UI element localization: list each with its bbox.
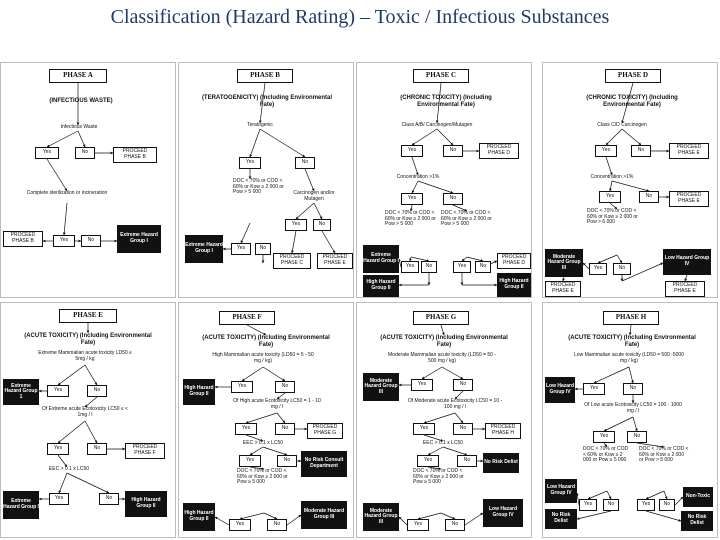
flow-arrow [287,515,301,525]
criteria-list: DOC < 70% or COD < 60% or Kow ≥ 2 000 or Pow > 5 000 [441,210,492,228]
hazard-result: Moderate Hazard Group III [363,373,399,401]
flow-arrow [247,325,266,335]
criteria-list: DOC < 70% or COD < 60% or Kow ≥ 2 000 or Pow > 5 000 [639,446,689,464]
flow-arrow [646,511,681,521]
flow-node: No [443,193,463,205]
criterion-text: Concentration >1% [396,174,440,180]
flow-arrow [292,231,296,253]
flow-arrow [633,417,637,431]
flow-node: Yes [239,455,261,467]
flow-node: Yes [229,519,251,531]
hazard-result: No Risk Delist [483,453,519,473]
hazard-result: Moderate Hazard Group III [363,503,399,531]
hazard-result: Extreme Hazard Group 1 [3,379,39,405]
flow-arrow [412,181,418,193]
flow-node: Yes [411,379,433,391]
flow-arrow [85,421,97,443]
flow-arrow [242,367,263,381]
flow-node: No [453,423,473,435]
flow-node: Yes [35,147,59,159]
hazard-result: High Hazard Group II [183,503,215,531]
phase-heading: PHASE G [413,311,469,325]
flow-node: Yes [637,499,655,511]
criterion-text: Of High acute Ecotoxicity LC50 = 1 - 10 mg / l [233,398,321,410]
flow-arrow [263,367,285,381]
flow-arrow [465,513,483,525]
flow-node: No [255,243,271,255]
criterion-text: Of Low acute Ecotoxicity LC50 = 100 - 1000 mg / l [584,402,682,414]
flow-node: No [275,381,295,393]
flow-arrow [305,169,314,191]
phase-b-panel [178,62,354,298]
hazard-result: High Hazard Group II [363,275,399,297]
phase-subtitle: (CHRONIC TOXICITY) (Including Environmental Fate) [400,95,492,108]
flow-node: Yes [593,431,615,443]
hazard-result: Low Hazard Group IV [545,479,577,503]
hazard-result: No Risk Consult Department [301,451,347,477]
flow-node: PROCEED PHASE D [497,253,531,269]
flow-node: PROCEED PHASE D [479,143,519,159]
flow-node: Yes [49,493,69,505]
flow-arrow [58,365,85,385]
flow-node: No [603,499,619,511]
hazard-result: High Hazard Group II [183,379,215,405]
flow-arrow [622,129,641,145]
flow-arrow [437,129,453,145]
flow-node: Yes [239,157,261,169]
flow-arrow [85,365,97,385]
flow-node: Yes [285,219,307,231]
flow-arrow [577,511,611,519]
hazard-result: Low Hazard Group IV [663,249,711,275]
criterion-text: EEC > 0.1 x LC50 [242,440,284,446]
flow-arrow [594,367,629,383]
flow-node: No [267,519,287,531]
flow-arrow [246,413,277,423]
phase-d-panel [542,62,718,298]
phase-g-panel [356,302,532,538]
flow-node: Yes [595,145,617,157]
flow-arrow [78,131,85,147]
hazard-result: No Risk Delist [545,509,577,529]
criterion-text: Class C/D Carcinogen [597,122,647,128]
flow-arrow [412,157,418,175]
flow-arrow [250,129,260,157]
flow-arrow [629,367,633,383]
flow-arrow [215,517,229,525]
criterion-text: Carcinogen and/or Mutagen [293,190,335,202]
hazard-result: Low Hazard Group IV [545,377,575,403]
phase-subtitle: (ACUTE TOXICITY) (Including Environmental Fate) [568,335,696,348]
flow-arrow [604,417,633,431]
flow-arrow [260,129,305,157]
flow-node: Yes [231,243,251,255]
hazard-result: High Hazard Group II [497,273,531,297]
flow-node: Yes [47,385,69,397]
flow-node: No [453,379,473,391]
flow-node: PROCEED PHASE E [669,143,709,159]
flow-arrow [617,255,622,263]
flow-node: No [87,385,107,397]
criterion-text: Extreme Mammalian acute toxicity LD50 ≤ 5mg / kg [38,350,132,362]
flow-arrow [250,447,263,455]
flow-arrow [606,157,612,175]
flow-node: PROCEED PHASE C [273,253,311,269]
flow-node: PROCEED PHASE E [317,253,353,269]
hazard-result: High Hazard Group II [125,491,167,517]
phase-heading: PHASE B [237,69,293,83]
flow-arrow [59,473,67,493]
flow-arrow [64,203,67,235]
phase-h-panel [542,302,718,538]
hazard-result: Moderate Hazard Group III [545,249,583,277]
phase-subtitle: (ACUTE TOXICITY) (Including Environmental Fate) [380,335,508,348]
phase-f-panel [178,302,354,538]
phase-heading: PHASE H [603,311,659,325]
criterion-text: Moderate Mammalian acute toxicity (LD50 = 50 - 500 mg / kg) [388,352,496,364]
phase-heading: PHASE C [413,69,469,83]
criteria-list: DOC < 70% or COD < 60% or Kow ≥ 2 000 or Pow > 5 000 [385,210,436,228]
flow-node: PROCEED PHASE E [545,281,581,297]
page-title: Classification (Hazard Rating) – Toxic / Infectious Substances [110,6,610,28]
flow-arrow [443,447,467,455]
flow-node: PROCEED PHASE H [485,423,521,439]
phase-heading: PHASE A [49,69,107,83]
criterion-text: Of Extreme acute Ecotoxicity LC50 ≤ < 1mg / l [42,406,128,418]
flow-arrow [399,517,407,525]
flow-arrow [47,131,78,147]
flow-arrow [441,325,444,335]
hazard-result: Extreme Hazard Group I [363,245,399,273]
flow-node: Yes [53,235,75,247]
flow-arrow [630,325,631,335]
flow-node: Yes [235,423,257,435]
flow-node: No [99,493,119,505]
criteria-list: DOC < 70% or COD < 60% or Kow ≥ 2 000 or Pow > 5 000 [233,178,284,196]
phase-heading: PHASE E [59,309,117,323]
phase-subtitle: (ACUTE TOXICITY) (Including Environmental Fate) [24,333,152,346]
flow-arrow [241,223,250,243]
flow-node: No [623,383,643,395]
flow-arrow [646,491,664,499]
hazard-result: Moderate Hazard Group III [301,501,347,529]
flow-arrow [412,129,437,145]
flow-node: No [627,431,647,443]
flow-node: Yes [407,519,429,531]
flow-node: PROCEED PHASE E [665,281,705,297]
flow-node: No [87,443,107,455]
criterion-text: Complete sterilization or incineration [26,190,108,196]
flow-arrow [58,421,85,443]
flow-arrow [296,203,314,219]
flow-node: PROCEED PHASE G [307,423,343,439]
criterion-text: Class A/B/ Carcinogen/Mutagen [401,122,473,128]
flow-node: Yes [401,145,423,157]
flow-arrow [455,413,463,423]
flow-arrow [675,497,683,505]
flow-node: Yes [401,261,419,273]
hazard-result: Extreme Hazard Group I [3,491,39,519]
flow-arrow [314,203,322,219]
phase-subtitle: (TERATOGENICITY) (Including Environmental Fate) [201,95,333,108]
hazard-result: Low Hazard Group IV [483,499,523,527]
flow-arrow [277,413,285,423]
flow-node: PROCEED PHASE F [125,443,165,459]
flow-node: No [75,147,95,159]
flow-node: Yes [579,499,597,511]
flow-node: No [631,145,651,157]
criteria-list: DOC < 70% or COD < 60% or Kow ≥ 2 000 or Pow ≥ 5 000 [583,446,629,464]
flow-node: No [443,145,463,157]
phase-heading: PHASE F [219,311,275,325]
flow-node: No [639,191,659,203]
flow-arrow [428,447,443,455]
flow-node: PROCEED PHASE B [3,231,43,247]
criteria-list: DOC < 70% or COD < 60% or Kow ≥ 2 000 or Pow > 6 000 [587,208,638,226]
hazard-result: Non-Toxic [683,487,713,507]
criterion-text: Low Mammalian acute toxicity (LD50 = 500 -5000 mg / kg) [574,352,684,364]
criterion-text: High Mammalian acute toxicity (LD50 = 5 - 50 mg / kg) [212,352,314,364]
flow-arrow [598,255,617,263]
flow-arrow [422,367,442,379]
hazard-result: Extreme Hazard Group I [117,225,161,253]
flow-node: No [275,423,295,435]
flow-node: Yes [589,263,607,275]
flow-arrow [424,413,455,423]
criteria-list: DOC < 70% or COD < 60% or Kow ≥ 2 000 or Pow ≥ 5 000 [413,468,464,486]
flow-arrow [322,231,335,253]
flow-arrow [263,447,287,455]
criterion-text: Of Moderate acute Ecotoxicity LC50 = 10 - 100 mg / l [407,398,503,410]
flow-node: Yes [413,423,435,435]
phase-c-panel [356,62,532,298]
criterion-text: Concentration >1% [590,174,634,180]
flow-arrow [664,491,667,499]
criteria-list: DOC < 70% or COD < 60% or Kow ≥ 2 000 or Pow ≥ 5 000 [237,468,288,486]
flow-node: Yes [417,455,439,467]
flow-node: No [277,455,297,467]
phase-e-panel [0,302,176,538]
flow-arrow [607,491,611,499]
criterion-text: Teratogenic [247,122,273,128]
phase-a-panel [0,62,176,298]
flow-arrow [612,181,649,191]
flow-node: Yes [453,261,471,273]
flow-arrow [67,473,109,493]
flow-arrow [47,159,67,191]
criterion-text: Infectious Waste [60,124,98,130]
phase-subtitle: (CHRONIC TOXICITY) (Including Environmental Fate) [586,95,678,108]
flow-node: No [445,519,465,531]
flow-node: No [475,261,491,273]
flow-arrow [418,181,453,193]
phase-subtitle: (INFECTIOUS WASTE) [49,98,113,104]
flow-node: Yes [599,191,621,203]
flow-node: No [295,157,315,169]
flow-arrow [442,367,463,379]
hazard-result: No Risk Delist [681,511,713,531]
flow-node: No [457,455,477,467]
criterion-text: EEC > 0.1 x LC50 [422,440,464,446]
flow-arrow [606,129,622,145]
criterion-text: EEC > 0.1 x LC50 [48,466,90,472]
flow-node: Yes [47,443,69,455]
flow-node: No [613,263,631,275]
flow-node: No [81,235,101,247]
phase-subtitle: (ACUTE TOXICITY) (Including Environmental Fate) [202,335,330,348]
flow-node: No [659,499,675,511]
flow-arrow [588,491,607,499]
flow-node: No [313,219,331,231]
flow-node: Yes [583,383,605,395]
flow-node: PROCEED PHASE B [113,147,157,163]
flow-node: Yes [231,381,253,393]
phase-heading: PHASE D [605,69,661,83]
hazard-result: Extreme Hazard Group I [185,235,223,263]
flow-arrow [610,181,612,191]
flow-node: PROCEED PHASE E [669,191,709,207]
flow-node: Yes [401,193,423,205]
flow-node: No [421,261,437,273]
